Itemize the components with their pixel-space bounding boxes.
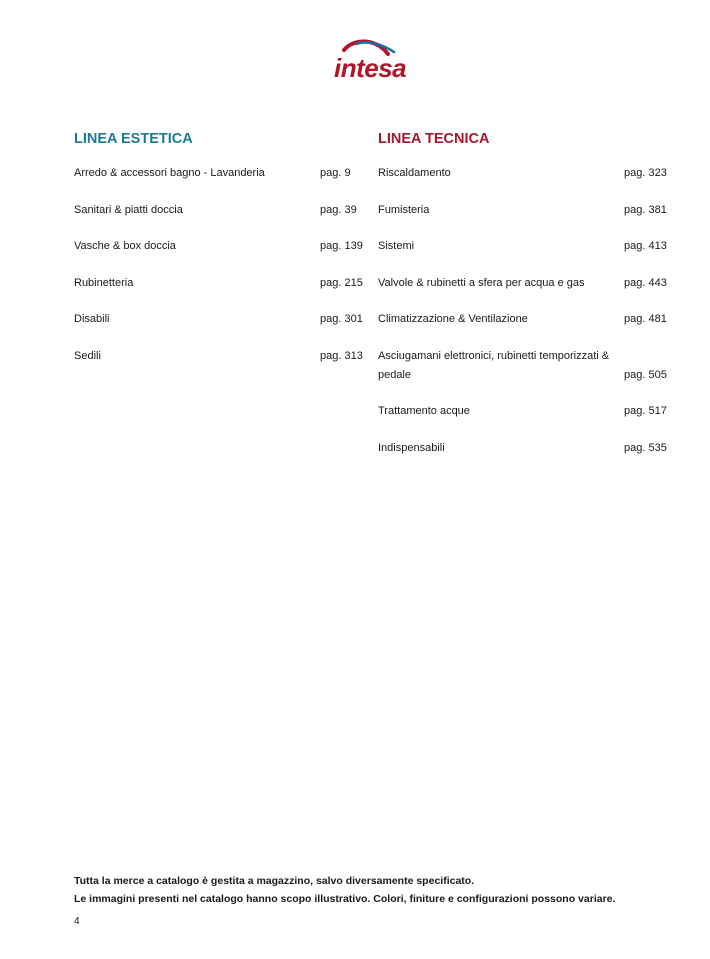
linea-estetica-title: LINEA ESTETICA xyxy=(74,131,193,147)
toc-entry[interactable] xyxy=(378,347,668,385)
toc-entry-label: Asciugamani elettronici, rubinetti temporizzati & pedale xyxy=(378,349,610,381)
toc-entry-label: Indispensabili xyxy=(378,441,445,454)
toc-entry-page: pag. 481 xyxy=(624,313,667,325)
toc-entry-page: pag. 39 xyxy=(320,203,357,216)
toc-entry-page: pag. 139 xyxy=(320,240,363,252)
toc-entry[interactable] xyxy=(378,237,668,256)
toc-entry[interactable] xyxy=(378,402,668,421)
toc-entry-label: Valvole & rubinetti a sfera per acqua e gas xyxy=(378,276,585,289)
toc-entry-page: pag. 381 xyxy=(624,203,667,216)
footer-note-images: Le immagini presenti nel catalogo hanno scopo illustrativo. Colori, finiture e configurazioni possono variare. xyxy=(74,893,616,905)
toc-entry-label: Sedili xyxy=(74,349,101,362)
toc-entry[interactable] xyxy=(378,310,668,329)
toc-entry-label: Fumisteria xyxy=(378,203,430,216)
toc-entry-label: Rubinetteria xyxy=(74,276,134,289)
logo-text: intesa xyxy=(334,53,407,83)
footer-note-stock: Tutta la merce a catalogo è gestita a magazzino, salvo diversamente specificato. xyxy=(74,875,475,887)
toc-entry[interactable] xyxy=(74,201,364,220)
toc-entry-label: Sistemi xyxy=(378,240,415,252)
linea-estetica-column xyxy=(74,130,364,383)
toc-entry[interactable] xyxy=(74,310,364,329)
footer-notes xyxy=(74,872,615,908)
toc-entry-page: pag. 323 xyxy=(624,167,667,179)
toc-entry-page: pag. 517 xyxy=(624,405,667,417)
toc-entry-label: Climatizzazione & Ventilazione xyxy=(378,313,528,325)
toc-entry[interactable] xyxy=(378,201,668,220)
toc-entry-page: pag. 313 xyxy=(320,349,363,362)
toc-entry[interactable] xyxy=(378,439,668,458)
toc-entry[interactable] xyxy=(378,274,668,293)
toc-entry-page: pag. 535 xyxy=(624,441,667,454)
toc-entry-page: pag. 215 xyxy=(320,276,363,289)
toc-entry-label: Vasche & box doccia xyxy=(74,240,176,252)
linea-tecnica-column xyxy=(378,130,668,475)
toc-entry[interactable] xyxy=(74,164,364,183)
page-number: 4 xyxy=(74,916,80,927)
toc-entry-page: pag. 413 xyxy=(624,240,667,252)
toc-entry[interactable] xyxy=(378,164,668,183)
intesa-logo xyxy=(320,36,420,86)
toc-entry-page: pag. 505 xyxy=(624,368,667,381)
linea-tecnica-title: LINEA TECNICA xyxy=(378,131,490,147)
toc-entry-label: Riscaldamento xyxy=(378,167,451,179)
toc-entry-label: Arredo & accessori bagno - Lavanderia xyxy=(74,167,265,179)
toc-entry-label: Sanitari & piatti doccia xyxy=(74,203,183,216)
toc-entry[interactable] xyxy=(74,274,364,293)
toc-entry-label: Trattamento acque xyxy=(378,405,470,417)
toc-entry-label: Disabili xyxy=(74,313,110,325)
toc-entry[interactable] xyxy=(74,237,364,256)
toc-entry-page: pag. 443 xyxy=(624,276,667,289)
toc-entry-page: pag. 301 xyxy=(320,313,363,325)
toc-entry-page: pag. 9 xyxy=(320,167,351,179)
toc-entry[interactable] xyxy=(74,347,364,366)
